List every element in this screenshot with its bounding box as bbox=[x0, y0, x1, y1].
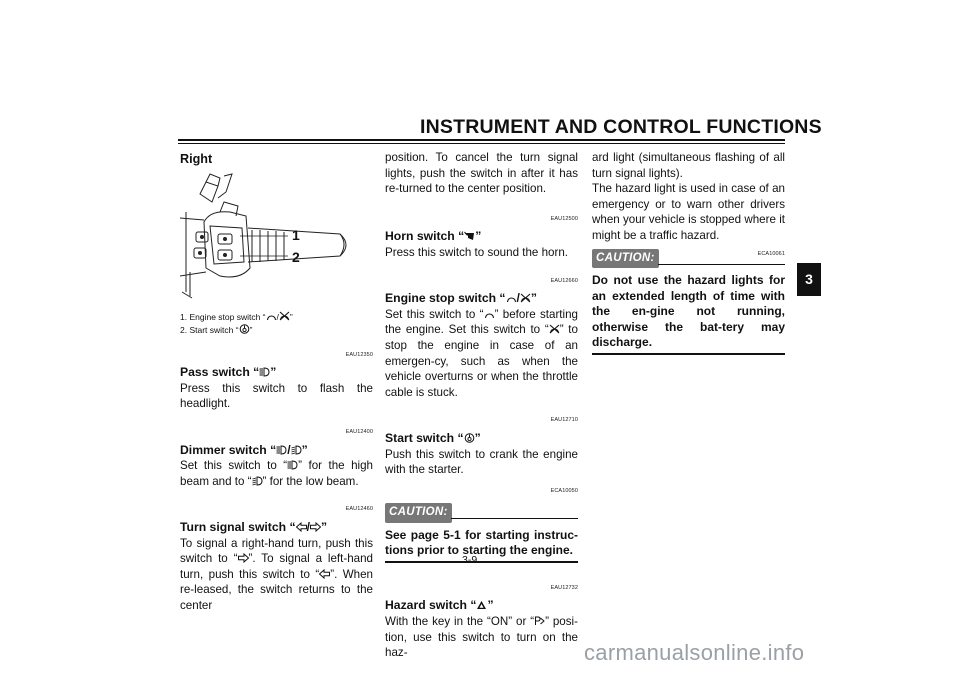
chapter-tab: 3 bbox=[797, 263, 821, 296]
start-switch-icon bbox=[239, 324, 250, 334]
horn-icon bbox=[464, 231, 475, 241]
turn-signal-body: To signal a right-hand turn, push this switch to “ ”. To signal a left-hand turn, push this switch to “ ”. When re-leased, the switch returns to the center bbox=[180, 536, 374, 612]
engine-stop-icon bbox=[279, 311, 290, 321]
low-beam-icon bbox=[291, 445, 302, 455]
pass-switch-icon bbox=[259, 367, 270, 377]
turn-signal-continued: position. To cancel the turn signal lights, push the switch in after it has re-turned to the center position. bbox=[385, 151, 578, 196]
figure-callout-1: 1 bbox=[292, 226, 300, 243]
turn-right-icon bbox=[310, 522, 321, 532]
section-code: ECA10061 bbox=[757, 250, 785, 257]
section-code: EAU12710 bbox=[550, 417, 578, 424]
turn-right-icon bbox=[238, 553, 249, 563]
hazard-description: The hazard light is used in case of an emergency or to warn other drivers when your vehicle is stopped where it might be a traffic hazard. bbox=[592, 182, 785, 242]
hazard-switch-heading: Hazard switch “ ” bbox=[385, 598, 494, 613]
start-switch-icon bbox=[464, 433, 475, 443]
caution-label: CAUTION: bbox=[385, 503, 452, 523]
handlebar-switch-illustration bbox=[180, 172, 370, 300]
turn-left-icon bbox=[296, 522, 307, 532]
engine-stop-heading: Engine stop switch “ / ” bbox=[385, 291, 538, 306]
high-beam-icon bbox=[287, 460, 298, 470]
engine-stop-icon bbox=[549, 324, 560, 334]
pass-switch-heading: Pass switch “ ” bbox=[180, 365, 277, 380]
caution-label: CAUTION: bbox=[592, 249, 659, 269]
start-switch-heading: Start switch “ ” bbox=[385, 430, 481, 445]
horn-switch-heading: Horn switch “ ” bbox=[385, 229, 482, 244]
legend-item-1: 1. Engine stop switch “ / ” bbox=[180, 311, 293, 322]
watermark: carmanualsonline.info bbox=[584, 640, 805, 665]
dimmer-switch-body: Set this switch to “ ” for the high beam and to “ ” for the low beam. bbox=[180, 459, 373, 488]
dimmer-switch-heading: Dimmer switch “ / ” bbox=[180, 442, 308, 457]
turn-signal-heading: Turn signal switch “ / ” bbox=[180, 519, 328, 534]
section-code: EAU12460 bbox=[345, 506, 373, 513]
hazard-icon bbox=[476, 600, 487, 610]
section-code: EAU12660 bbox=[550, 277, 578, 284]
high-beam-icon bbox=[276, 445, 287, 455]
hazard-switch-body: With the key in the “ON” or “ ” posi-tion, use this switch to turn on the haz- bbox=[385, 615, 578, 660]
header-rule-thin bbox=[178, 143, 785, 144]
turn-left-icon bbox=[319, 569, 330, 579]
handlebar-figure bbox=[180, 172, 370, 300]
section-code: EAU12732 bbox=[550, 584, 578, 591]
section-code: ECA10050 bbox=[550, 487, 578, 494]
right-column bbox=[592, 150, 785, 355]
legend-item-2: 2. Start switch “ ” bbox=[180, 324, 253, 335]
caution-text: See page 5-1 for starting instruc-tions prior to starting the engine. bbox=[385, 527, 578, 558]
engine-stop-body: Set this switch to “ ” before starting the engine. Set this switch to “ ” to stop the engine in case of an emergen-cy, such as when the vehicle overturns or when the throttle cable is stuck. bbox=[385, 307, 578, 399]
section-code: EAU12350 bbox=[345, 351, 373, 358]
figure-legend bbox=[180, 311, 373, 337]
middle-column bbox=[385, 150, 578, 661]
caution-underline bbox=[451, 518, 578, 519]
page-number: 3-9 bbox=[462, 554, 478, 566]
hazard-continued: ard light (simultaneous flashing of all turn signal lights). bbox=[592, 151, 785, 180]
subtitle-right: Right bbox=[180, 152, 213, 166]
horn-switch-body: Press this switch to sound the horn. bbox=[385, 245, 569, 259]
caution-text: Do not use the hazard lights for an extended length of time with the en-gine not running, otherwise the bat-tery may discharge. bbox=[592, 273, 785, 350]
engine-run-icon bbox=[484, 309, 495, 319]
caution-notice bbox=[385, 503, 578, 563]
left-column bbox=[180, 152, 373, 614]
header-rule bbox=[178, 139, 785, 141]
engine-stop-icon bbox=[520, 293, 531, 303]
caution-notice bbox=[592, 249, 785, 355]
caution-underline bbox=[658, 264, 785, 265]
section-code: EAU12500 bbox=[550, 215, 578, 222]
page-title: INSTRUMENT AND CONTROL FUNCTIONS bbox=[420, 116, 822, 138]
figure-callout-2: 2 bbox=[292, 248, 300, 265]
engine-run-icon bbox=[266, 311, 277, 321]
engine-run-icon bbox=[506, 293, 517, 303]
pass-switch-body: Press this switch to flash the headlight. bbox=[180, 381, 373, 411]
start-switch-body: Push this switch to crank the engine with the starter. bbox=[385, 447, 578, 477]
section-code: EAU12400 bbox=[345, 428, 373, 435]
parking-key-icon bbox=[534, 616, 545, 626]
low-beam-icon bbox=[252, 476, 263, 486]
